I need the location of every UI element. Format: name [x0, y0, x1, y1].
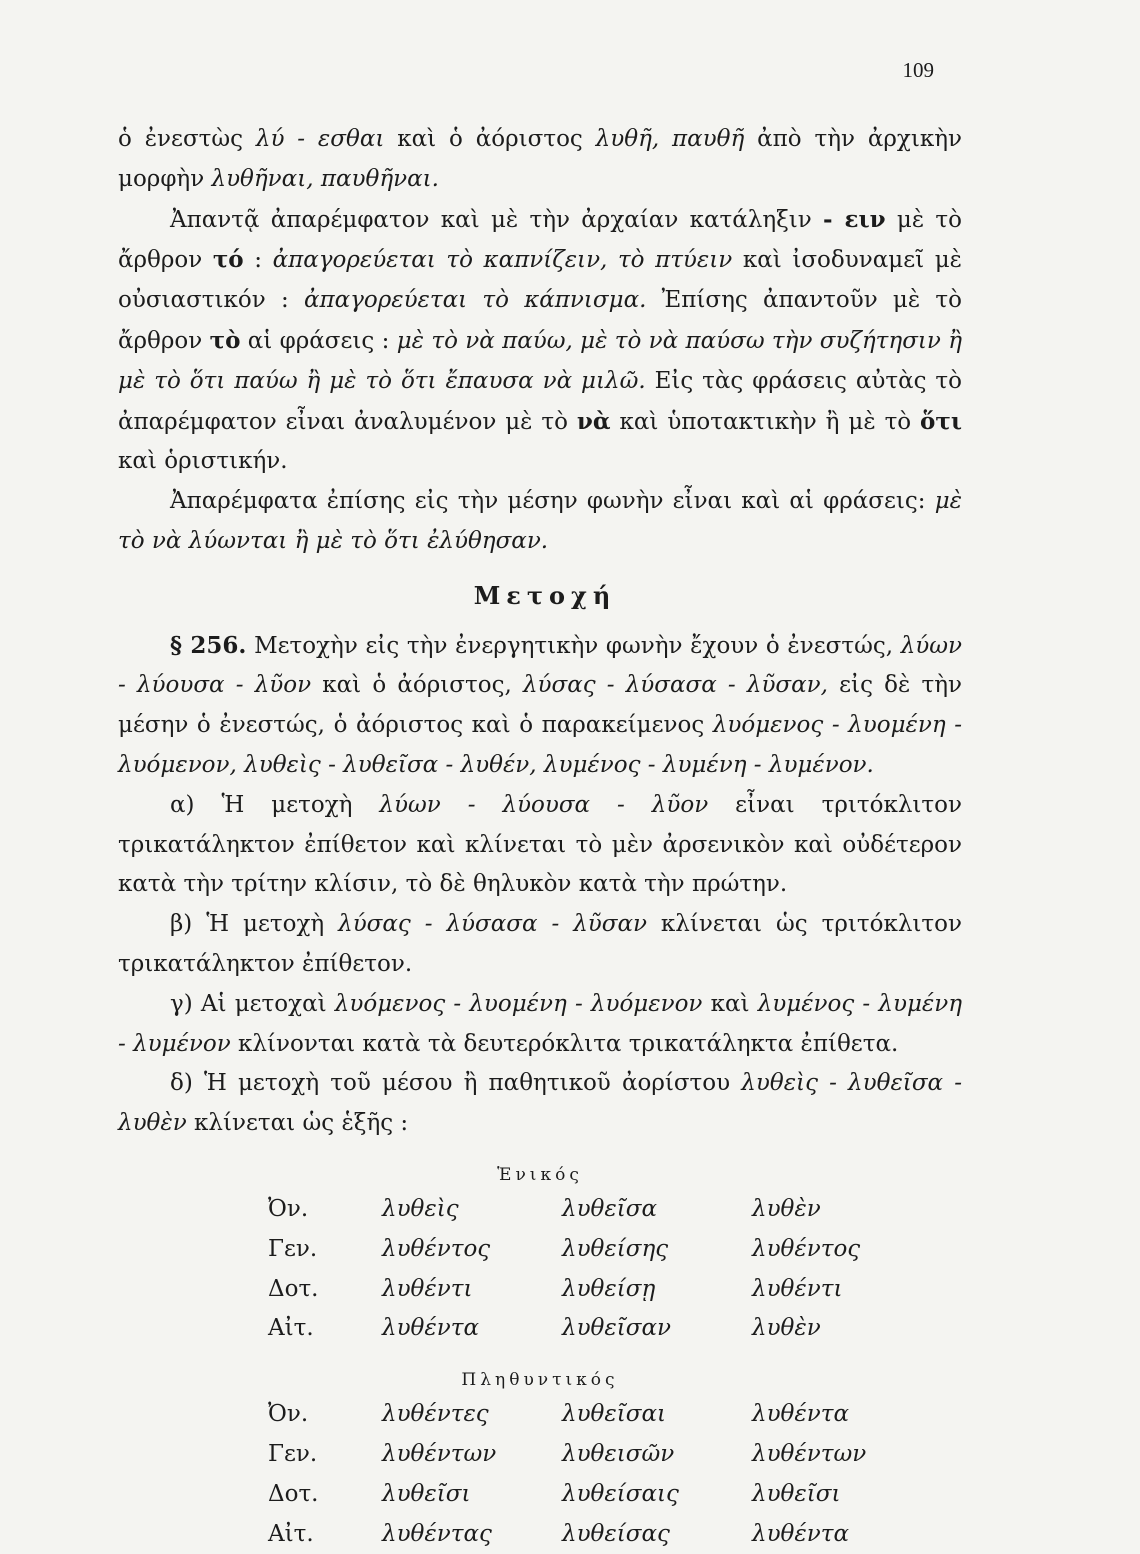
case-label: Αἰτ. [268, 1515, 382, 1554]
text-run: καὶ ὑποτακτικὴν ἢ μὲ τὸ [611, 409, 920, 435]
text-run-italic: λυόμενος - λυομένη - λυόμενον [335, 991, 703, 1017]
text-run: εἰς δὲ τὴν μέσην ὁ ἐνεστώς, ὁ ἀόριστος καὶ ὁ παρακείμενος [118, 672, 962, 738]
text-run: Ἀπαντᾷ ἀπαρέμφατον καὶ μὲ τὴν ἀρχαίαν κατάληξιν [170, 207, 823, 233]
feminine-form: λυθεῖσαι [562, 1395, 752, 1435]
plural-title: Πληθυντικός [118, 1367, 962, 1393]
page-number: 109 [903, 58, 935, 83]
feminine-form: λυθείσης [562, 1230, 752, 1270]
table-row [268, 1515, 866, 1554]
case-label: Ὀν. [268, 1395, 382, 1435]
section-heading: Μετοχή [118, 576, 962, 616]
text-run: κλίνεται ὡς τριτόκλιτον τρικατάληκτον ἐπίθετον. [118, 911, 962, 977]
text-run-italic: μὲ τὸ νὰ παύω, μὲ τὸ νὰ παύσω τὴν συζήτησιν ἢ μὲ τὸ ὅτι παύω ἢ μὲ τὸ ὅτι ἔπαυσα νὰ μιλῶ. [118, 328, 962, 394]
neuter-form: λυθὲν [752, 1309, 860, 1349]
neuter-form: λυθὲν [752, 1190, 860, 1230]
case-label: Δοτ. [268, 1475, 382, 1515]
text-run-italic: λυμένος - λυμένη - λυμένον [118, 991, 962, 1057]
text-run: Ἀπαρέμφατα ἐπίσης εἰς τὴν μέσην φωνὴν εἶναι καὶ αἱ φράσεις: [170, 488, 935, 514]
page-body [118, 0, 962, 1554]
text-run-bold: τό [213, 246, 244, 273]
text-run: κλίνεται ὡς ἑξῆς : [187, 1110, 408, 1136]
text-run-italic: λυθῆναι, παυθῆναι. [212, 166, 439, 192]
masculine-form: λυθεὶς [382, 1190, 562, 1230]
masculine-form: λυθέντων [382, 1435, 562, 1475]
feminine-form: λυθείσαις [562, 1475, 752, 1515]
neuter-form: λυθέντι [752, 1270, 860, 1310]
text-run: καὶ [702, 991, 757, 1017]
text-run-bold: νὰ [577, 408, 611, 435]
masculine-form: λυθέντι [382, 1270, 562, 1310]
text-run-italic: λυθῆ, παυθῆ [596, 126, 745, 152]
feminine-form: λυθείσῃ [562, 1270, 752, 1310]
table-row [268, 1230, 860, 1270]
text-run: Μετοχὴν εἰς τὴν ἐνεργητικὴν φωνὴν ἔχουν ὁ ἐνεστώς, [246, 633, 900, 659]
text-run: β) Ἡ μετοχὴ [170, 911, 338, 937]
section-number: § 256. [170, 632, 246, 659]
table-row [268, 1435, 866, 1475]
text-run: μὲ τὸ ἄρθρον [118, 207, 962, 274]
table-row [268, 1475, 866, 1515]
text-run: α) Ἡ μετοχὴ [170, 792, 379, 818]
text-run-italic: λυόμενος - λυομένη - λυόμενον, λυθεὶς - λυθεῖσα - λυθέν, λυμένος - λυμένη - λυμένον. [118, 712, 962, 778]
neuter-form: λυθέντων [752, 1435, 866, 1475]
text-run-italic: ἀπαγορεύεται τὸ κάπνισμα. [304, 287, 646, 313]
text-run-italic: λύων - λύουσα - λῦον [379, 792, 708, 818]
text-run-italic: ἀπαγορεύεται τὸ καπνίζειν, τὸ πτύειν [273, 247, 733, 273]
neuter-form: λυθεῖσι [752, 1475, 866, 1515]
paragraph-infinitive-article [118, 200, 962, 483]
text-run-italic: λύων - λύουσα - λῦον [118, 633, 962, 699]
text-run: γ) Αἱ μετοχαὶ [170, 991, 335, 1017]
paragraph-aorist-forms [118, 120, 962, 200]
table-row [268, 1190, 860, 1230]
feminine-form: λυθεῖσαν [562, 1309, 752, 1349]
masculine-form: λυθεῖσι [382, 1475, 562, 1515]
case-label: Γεν. [268, 1230, 382, 1270]
neuter-form: λυθέντα [752, 1515, 866, 1554]
text-run: δ) Ἡ μετοχὴ τοῦ μέσου ἢ παθητικοῦ ἀορίστου [170, 1070, 741, 1096]
singular-title: Ἑνικός [118, 1162, 962, 1188]
text-run-bold: τὸ [210, 327, 241, 354]
text-run: εἶναι τριτόκλιτον τρικατάληκτον ἐπίθετον καὶ κλίνεται τὸ μὲν ἀρσενικὸν καὶ οὐδέτερον κατὰ τὴν τρίτην κλίσιν, τὸ δὲ θηλυκὸν κατὰ τὴν πρώτην. [118, 792, 962, 898]
case-label: Δοτ. [268, 1270, 382, 1310]
masculine-form: λυθέντας [382, 1515, 562, 1554]
text-run: : [244, 247, 273, 273]
text-run: Ἐπίσης ἀπαντοῦν μὲ τὸ ἄρθρον [118, 287, 962, 354]
text-run-italic: λύσας - λύσασα - λῦσαν, [523, 672, 828, 698]
case-label: Αἰτ. [268, 1309, 382, 1349]
masculine-form: λυθέντος [382, 1230, 562, 1270]
table-row [268, 1270, 860, 1310]
neuter-form: λυθέντα [752, 1395, 866, 1435]
text-run: καὶ ὁ ἀόριστος [384, 126, 595, 152]
feminine-form: λυθείσας [562, 1515, 752, 1554]
text-run-italic: λυθεὶς - λυθεῖσα - λυθὲν [118, 1070, 962, 1136]
text-run-bold: ὅτι [920, 408, 962, 435]
text-run: αἱ φράσεις : [240, 328, 396, 354]
text-run: ἀπὸ τὴν ἀρχικὴν μορφὴν [118, 126, 962, 192]
text-run-italic: μὲ τὸ νὰ λύωνται ἢ μὲ τὸ ὅτι ἐλύθησαν. [118, 488, 962, 554]
text-run-italic: λύ - εσθαι [256, 126, 385, 152]
neuter-form: λυθέντος [752, 1230, 860, 1270]
text-run: κλίνονται κατὰ τὰ δευτερόκλιτα τρικατάληκτα ἐπίθετα. [231, 1031, 899, 1057]
table-row [268, 1395, 866, 1435]
text-run-italic: λύσας - λύσασα - λῦσαν [338, 911, 647, 937]
table-row [268, 1309, 860, 1349]
feminine-form: λυθεῖσα [562, 1190, 752, 1230]
text-run: καὶ ὁριστικήν. [118, 448, 288, 474]
masculine-form: λυθέντα [382, 1309, 562, 1349]
text-run: καὶ ὁ ἀόριστος, [311, 672, 523, 698]
singular-declension-table [268, 1190, 860, 1349]
case-label: Γεν. [268, 1435, 382, 1475]
paragraph-section-256 [118, 626, 962, 786]
text-run: ὁ ἐνεστὼς [118, 126, 256, 152]
masculine-form: λυθέντες [382, 1395, 562, 1435]
paragraph-beta [118, 905, 962, 985]
text-run-bold: - ειν [823, 206, 886, 233]
feminine-form: λυθεισῶν [562, 1435, 752, 1475]
text-run: καὶ ἰσοδυναμεῖ μὲ οὐσιαστικόν : [118, 247, 962, 313]
plural-declension-table [268, 1395, 866, 1554]
paragraph-delta [118, 1064, 962, 1144]
paragraph-gamma [118, 985, 962, 1065]
paragraph-alpha [118, 786, 962, 905]
text-run: Εἰς τὰς φράσεις αὐτὰς τὸ ἀπαρέμφατον εἶναι ἀναλυμένον μὲ τὸ [118, 368, 962, 435]
case-label: Ὀν. [268, 1190, 382, 1230]
paragraph-middle-voice [118, 482, 962, 562]
